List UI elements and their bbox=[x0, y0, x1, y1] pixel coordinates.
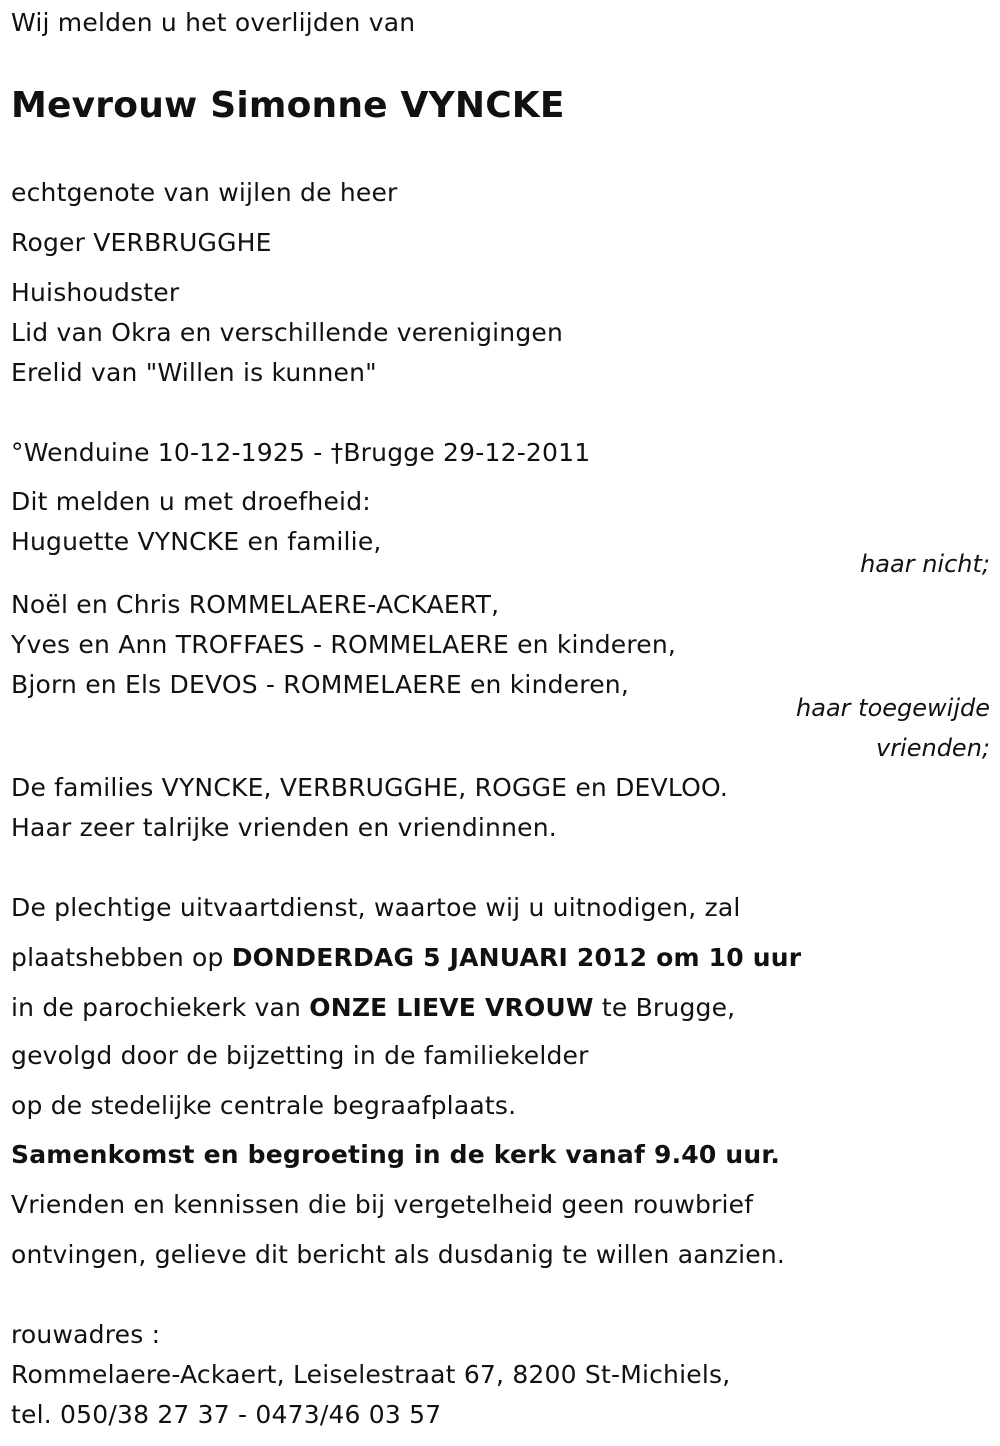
friends-relation-1: haar toegewijde bbox=[796, 694, 990, 722]
friend-line-3: Bjorn en Els DEVOS - ROMMELAERE en kinderen, bbox=[11, 670, 629, 699]
service-date: DONDERDAG 5 JANUARI 2012 om 10 uur bbox=[231, 943, 802, 972]
address-label: rouwadres : bbox=[11, 1320, 161, 1349]
church-name: ONZE LIEVE VROUW bbox=[309, 993, 594, 1022]
service-prefix: plaatshebben op bbox=[11, 943, 232, 972]
intro-text: Wij melden u het overlijden van bbox=[11, 8, 416, 37]
church-prefix: in de parochiekerk van bbox=[11, 993, 310, 1022]
friend-line-1: Noël en Chris ROMMELAERE-ACKAERT, bbox=[11, 590, 500, 619]
service-line-5: op de stedelijke centrale begraafplaats. bbox=[11, 1091, 517, 1120]
note-line-1: Vrienden en kennissen die bij vergetelheid geen rouwbrief bbox=[11, 1190, 754, 1219]
families-line: De families VYNCKE, VERBRUGGHE, ROGGE en DEVLOO. bbox=[11, 773, 728, 802]
niece-names: Huguette VYNCKE en familie, bbox=[11, 527, 382, 556]
spouse-intro: echtgenote van wijlen de heer bbox=[11, 178, 398, 207]
many-friends-line: Haar zeer talrijke vrienden en vriendinnen. bbox=[11, 813, 557, 842]
role-3: Erelid van "Willen is kunnen" bbox=[11, 358, 377, 387]
note-line-2: ontvingen, gelieve dit bericht als dusdanig te willen aanzien. bbox=[11, 1240, 786, 1269]
gathering-line: Samenkomst en begroeting in de kerk vanaf 9.40 uur. bbox=[11, 1140, 781, 1169]
niece-relation: haar nicht; bbox=[860, 550, 990, 578]
sorrow-intro: Dit melden u met droefheid: bbox=[11, 487, 371, 516]
friends-relation-2: vrienden; bbox=[875, 734, 990, 762]
service-line-4: gevolgd door de bijzetting in de familiekelder bbox=[11, 1041, 589, 1070]
service-line-1: De plechtige uitvaartdienst, waartoe wij u uitnodigen, zal bbox=[11, 893, 741, 922]
address-line: Rommelaere-Ackaert, Leiselestraat 67, 8200 St-Michiels, bbox=[11, 1360, 731, 1389]
role-2: Lid van Okra en verschillende verenigingen bbox=[11, 318, 564, 347]
church-suffix: te Brugge, bbox=[593, 993, 736, 1022]
service-line-3 bbox=[11, 993, 735, 1023]
friend-line-2: Yves en Ann TROFFAES - ROMMELAERE en kinderen, bbox=[11, 630, 677, 659]
phone-line: tel. 050/38 27 37 - 0473/46 03 57 bbox=[11, 1400, 442, 1429]
deceased-name: Mevrouw Simonne VYNCKE bbox=[11, 85, 565, 126]
service-line-2 bbox=[11, 943, 801, 973]
role-1: Huishoudster bbox=[11, 278, 180, 307]
spouse-name: Roger VERBRUGGHE bbox=[11, 228, 272, 257]
birth-death-line: °Wenduine 10-12-1925 - †Brugge 29-12-2011 bbox=[11, 438, 591, 467]
